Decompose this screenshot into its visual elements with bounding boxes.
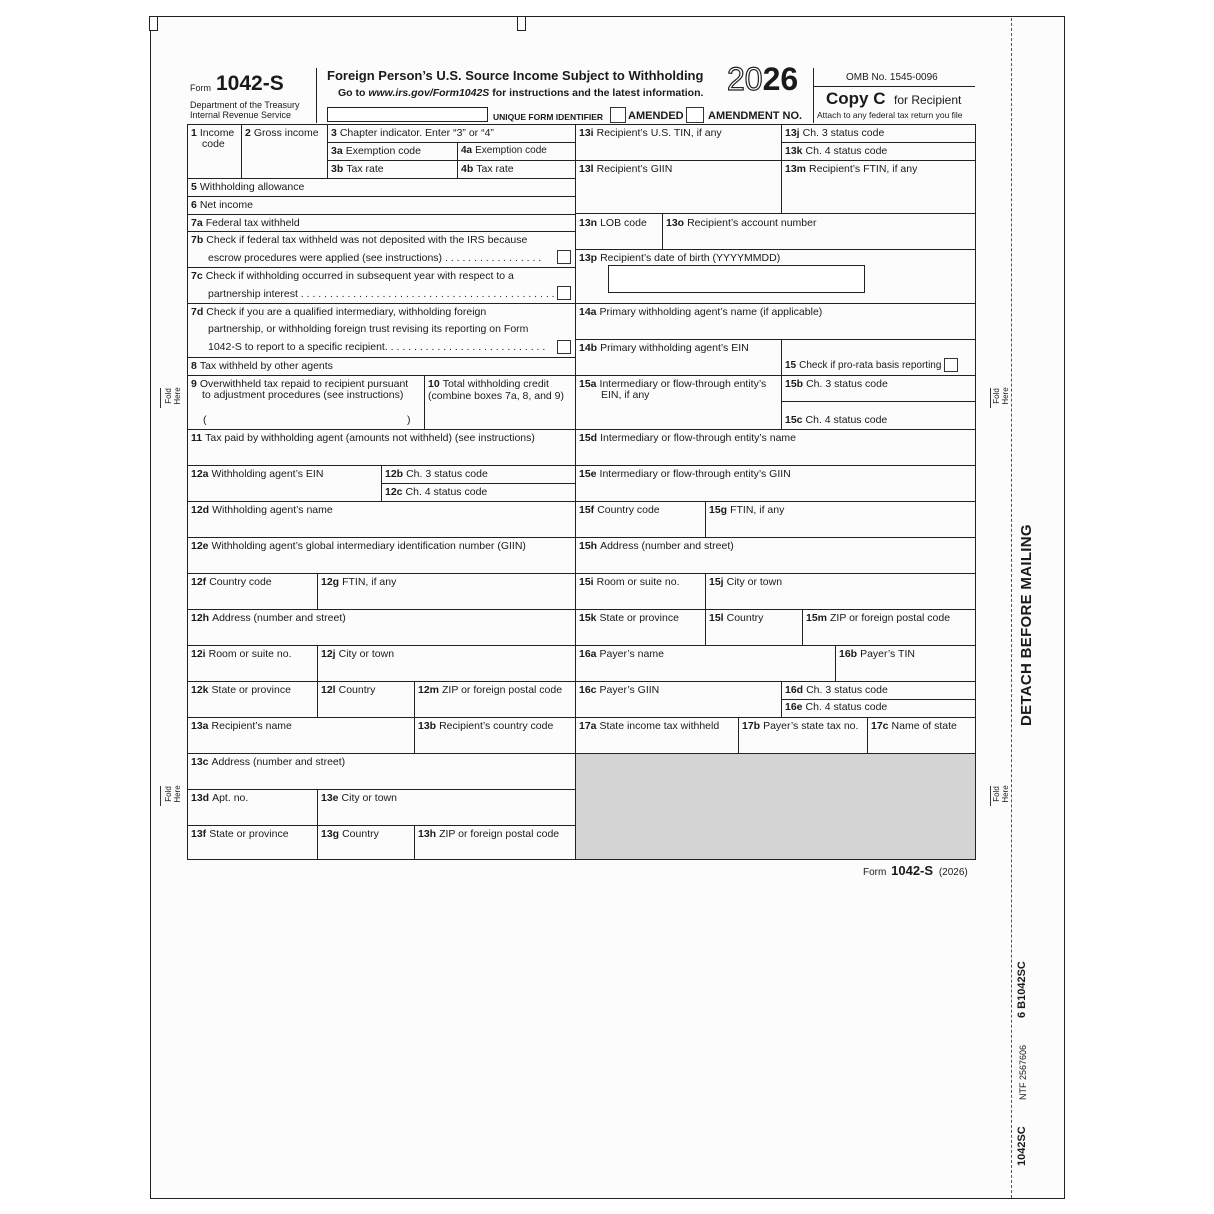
box-15-label: 15 Check if pro-rata basis reporting xyxy=(785,360,942,371)
box-13f-label: 13f State or province xyxy=(191,828,289,840)
goto-line: Go to www.irs.gov/Form1042S for instructions and the latest information. xyxy=(338,87,704,99)
box-13m-label: 13m Recipient’s FTIN, if any xyxy=(785,163,918,175)
box-12m-label: 12m ZIP or foreign postal code xyxy=(418,684,563,696)
box-12g-label: 12g FTIN, if any xyxy=(321,576,397,588)
shaded-area xyxy=(576,754,975,859)
box-7b-label-b: escrow procedures were applied (see instructions) . . . . . . . . . . . . . . . . . xyxy=(208,252,542,264)
box-15a-label-b: EIN, if any xyxy=(601,389,650,401)
box-12i-label: 12i Room or suite no. xyxy=(191,648,292,660)
box-4a-label: 4a Exemption code xyxy=(461,145,547,156)
footer-form-label: Form 1042-S (2026) xyxy=(863,863,968,878)
box-7c-checkbox[interactable] xyxy=(557,286,571,300)
box-13d-label: 13d Apt. no. xyxy=(191,792,249,804)
box-15d-label: 15d Intermediary or flow-through entity’s name xyxy=(579,432,796,444)
attach-note: Attach to any federal tax return you file xyxy=(817,110,963,120)
box-16e-label: 16e Ch. 4 status code xyxy=(785,701,888,713)
box-13n-label: 13n LOB code xyxy=(579,217,647,229)
amended-checkbox[interactable] xyxy=(610,107,626,123)
amendment-number-field[interactable] xyxy=(686,107,704,123)
tax-year: 2026 xyxy=(727,61,799,97)
box-9-label: 9 Overwithheld tax repaid to recipient pursuant xyxy=(191,378,409,390)
amendment-no-label: AMENDMENT NO. xyxy=(708,110,803,122)
box-15g-label: 15g FTIN, if any xyxy=(709,504,785,516)
box-5-label: 5 Withholding allowance xyxy=(191,181,305,193)
box-16b-label: 16b Payer’s TIN xyxy=(839,648,915,660)
dept-treasury: Department of the Treasury xyxy=(190,100,300,110)
box-17b-label: 17b Payer’s state tax no. xyxy=(742,720,859,732)
box-1-label-b: code xyxy=(202,138,225,150)
box-13j-label: 13j Ch. 3 status code xyxy=(785,127,885,139)
box-15h-label: 15h Address (number and street) xyxy=(579,540,734,552)
box-12j-label: 12j City or town xyxy=(321,648,395,660)
box-10-label: 10 Total withholding credit xyxy=(428,378,549,390)
box-16d-label: 16d Ch. 3 status code xyxy=(785,684,888,696)
box-7a-label: 7a Federal tax withheld xyxy=(191,217,300,229)
perforation-line xyxy=(1011,18,1012,1198)
box-7c-label-b: partnership interest . . . . . . . . . . . . . . . . . . . . . . . . . . . . . . . . . . . . . . . . . . . . xyxy=(208,288,555,300)
form-code-b1042sc: 6 B1042SC xyxy=(1016,961,1028,1018)
box-11-label: 11 Tax paid by withholding agent (amounts not withheld) (see instructions) xyxy=(191,432,535,444)
box-15i-label: 15i Room or suite no. xyxy=(579,576,680,588)
box-7d-checkbox[interactable] xyxy=(557,340,571,354)
detach-before-mailing: DETACH BEFORE MAILING xyxy=(1018,524,1035,726)
irs-name: Internal Revenue Service xyxy=(190,110,292,120)
box-13c-label: 13c Address (number and street) xyxy=(191,756,346,768)
copy-for-recipient: for Recipient xyxy=(894,93,962,107)
fold-here-right-2: Fold Here xyxy=(992,785,1010,803)
box-13e-label: 13e City or town xyxy=(321,792,397,804)
box-17c-label: 17c Name of state xyxy=(871,720,957,732)
box-9-paren-open: ( xyxy=(203,414,207,426)
box-13p-label: 13p Recipient’s date of birth (YYYYMMDD) xyxy=(579,252,781,264)
box-12k-label: 12k State or province xyxy=(191,684,291,696)
pro-rata-checkbox[interactable] xyxy=(944,358,958,372)
box-15k-label: 15k State or province xyxy=(579,612,679,624)
amended-label: AMENDED xyxy=(628,110,684,122)
box-14a-label: 14a Primary withholding agent’s name (if applicable) xyxy=(579,306,823,318)
box-13o-label: 13o Recipient’s account number xyxy=(666,217,817,229)
box-10-label-b: (combine boxes 7a, 8, and 9) xyxy=(428,390,564,402)
box-12f-label: 12f Country code xyxy=(191,576,272,588)
box-2-label: 2 Gross income xyxy=(245,127,319,139)
box-3-label: 3 Chapter indicator. Enter “3” or “4” xyxy=(331,127,494,139)
form-word: Form xyxy=(190,83,211,93)
unique-form-identifier-field[interactable] xyxy=(327,107,488,122)
fold-here-right-1: Fold Here xyxy=(992,387,1010,405)
box-13i-label: 13i Recipient’s U.S. TIN, if any xyxy=(579,127,722,139)
box-15j-label: 15j City or town xyxy=(709,576,783,588)
box-7d-label-b: partnership, or withholding foreign trust revising its reporting on Form xyxy=(208,323,529,335)
box-12l-label: 12l Country xyxy=(321,684,376,696)
box-12a-label: 12a Withholding agent’s EIN xyxy=(191,468,324,480)
box-13b-label: 13b Recipient’s country code xyxy=(418,720,554,732)
copy-c: Copy C xyxy=(826,89,886,108)
box-9-label-b: to adjustment procedures (see instructions) xyxy=(202,389,404,401)
box-4b-label: 4b Tax rate xyxy=(461,163,514,175)
box-1-label: 1 Income xyxy=(191,127,235,139)
box-7d-label-c: 1042-S to report to a specific recipient. . . . . . . . . . . . . . . . . . . . . . . . . . . . xyxy=(208,341,546,353)
box-12c-label: 12c Ch. 4 status code xyxy=(385,486,488,498)
form-title: Foreign Person’s U.S. Source Income Subject to Withholding xyxy=(327,68,704,83)
crop-mark-center xyxy=(517,16,526,31)
box-3b-label: 3b Tax rate xyxy=(331,163,384,175)
form-number: 1042-S xyxy=(216,72,284,95)
box-15b-label: 15b Ch. 3 status code xyxy=(785,378,888,390)
box-6-label: 6 Net income xyxy=(191,199,253,211)
box-14b-label: 14b Primary withholding agent’s EIN xyxy=(579,342,749,354)
unique-id-label: UNIQUE FORM IDENTIFIER xyxy=(493,112,604,122)
form-code-1042sc: 1042SC xyxy=(1016,1126,1028,1166)
box-15f-label: 15f Country code xyxy=(579,504,660,516)
box-12h-label: 12h Address (number and street) xyxy=(191,612,346,624)
box-15l-label: 15l Country xyxy=(709,612,764,624)
box-7d-label: 7d Check if you are a qualified intermediary, withholding foreign xyxy=(191,306,487,318)
box-16a-label: 16a Payer’s name xyxy=(579,648,664,660)
box-12e-label: 12e Withholding agent’s global intermediary identification number (GIIN) xyxy=(191,540,526,552)
box-12d-label: 12d Withholding agent’s name xyxy=(191,504,333,516)
box-7b-label: 7b Check if federal tax withheld was not deposited with the IRS because xyxy=(191,234,528,246)
box-8-label: 8 Tax withheld by other agents xyxy=(191,360,333,372)
box-13h-label: 13h ZIP or foreign postal code xyxy=(418,828,560,840)
box-13g-label: 13g Country xyxy=(321,828,379,840)
box-17a-label: 17a State income tax withheld xyxy=(579,720,720,732)
ntf-number: NTF 2567606 xyxy=(1018,1044,1028,1100)
box-15c-label: 15c Ch. 4 status code xyxy=(785,414,888,426)
box-3a-label: 3a Exemption code xyxy=(331,145,421,157)
fold-here-left-1: Fold Here xyxy=(164,387,182,405)
omb-number: OMB No. 1545-0096 xyxy=(846,72,938,83)
box-13k-label: 13k Ch. 4 status code xyxy=(785,145,888,157)
box-16c-label: 16c Payer’s GIIN xyxy=(579,684,660,696)
box-9-paren-close: ) xyxy=(407,414,411,426)
crop-mark-left xyxy=(149,16,158,31)
box-15m-label: 15m ZIP or foreign postal code xyxy=(806,612,951,624)
date-of-birth-field[interactable] xyxy=(608,265,865,293)
box-13a-label: 13a Recipient’s name xyxy=(191,720,292,732)
box-12b-label: 12b Ch. 3 status code xyxy=(385,468,488,480)
fold-here-left-2: Fold Here xyxy=(164,785,182,803)
box-7b-checkbox[interactable] xyxy=(557,250,571,264)
box-7c-label: 7c Check if withholding occurred in subsequent year with respect to a xyxy=(191,270,514,282)
box-13l-label: 13l Recipient’s GIIN xyxy=(579,163,673,175)
box-15a-label: 15a Intermediary or flow-through entity’s xyxy=(579,378,767,390)
box-15e-label: 15e Intermediary or flow-through entity’s GIIN xyxy=(579,468,791,480)
